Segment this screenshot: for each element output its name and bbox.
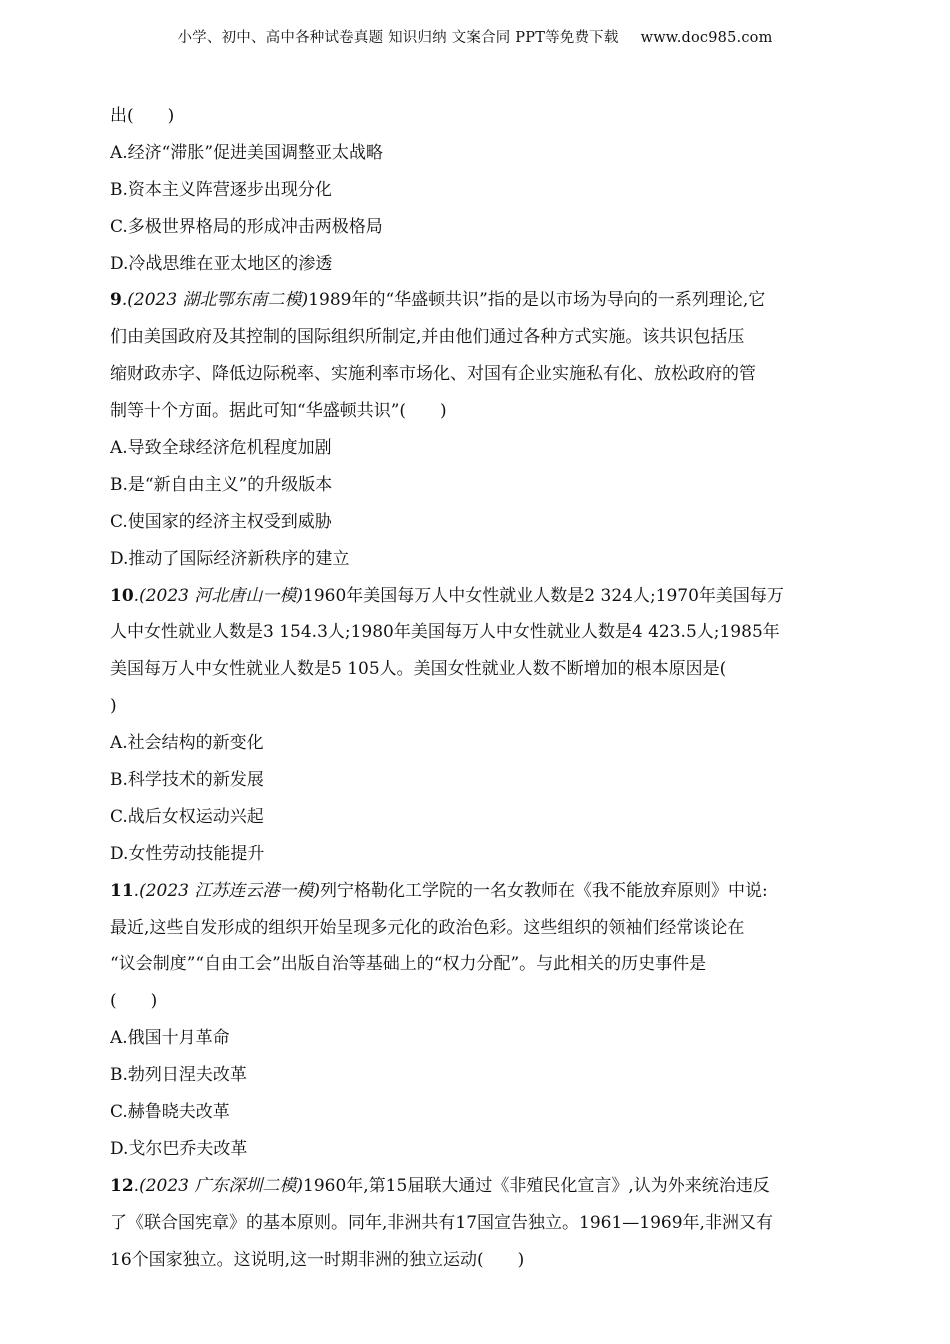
option-d: D.推动了国际经济新秩序的建立 [110, 548, 350, 569]
option-c: C.赫鲁晓夫改革 [110, 1102, 230, 1123]
question-source: .(2023 江苏连云港一模) [133, 880, 321, 901]
question-number: 9 [110, 290, 122, 311]
option-d: D.冷战思维在亚太地区的渗透 [110, 253, 333, 274]
question-12 [110, 1168, 842, 1279]
option-d: D.戈尔巴乔夫改革 [110, 1138, 248, 1159]
question-stem-tail: 出( ) [110, 106, 175, 126]
header-text: 小学、初中、高中各种试卷真题 知识归纳 文案合同 PPT等免费下载 [177, 30, 619, 46]
question-source: .(2023 河北唐山一模) [133, 585, 304, 606]
header-site: www.doc985.com [640, 30, 773, 46]
question-stem-line: 缩财政赤字、降低边际税率、实施利率市场化、对国有企业实施私有化、放松政府的管 [110, 364, 756, 385]
question-stem-line: 最近,这些自发形成的组织开始呈现多元化的政治色彩。这些组织的领袖们经常谈论在 [110, 917, 745, 938]
question-stem-line [110, 873, 842, 910]
option-a: A.导致全球经济危机程度加剧 [110, 438, 332, 459]
question-stem-text: 1989年的“华盛顿共识”指的是以市场为导向的一系列理论,它 [308, 290, 766, 311]
question-source: .(2023 广东深圳二模) [133, 1175, 304, 1196]
question-stem-line: 美国每万人中女性就业人数是5 105人。美国女性就业人数不断增加的根本原因是( [110, 659, 727, 680]
option-b: B.资本主义阵营逐步出现分化 [110, 179, 332, 200]
question-stem-line [110, 282, 842, 319]
option-b: B.勃列日涅夫改革 [110, 1065, 247, 1086]
question-source: .(2023 湖北鄂东南二模) [121, 290, 309, 311]
question-10 [110, 578, 842, 873]
question-number: 10 [110, 585, 134, 606]
option-b: B.科学技术的新发展 [110, 770, 264, 791]
option-b: B.是“新自由主义”的升级版本 [110, 474, 333, 495]
question-number: 12 [110, 1175, 134, 1196]
option-a: A.经济“滞胀”促进美国调整亚太战略 [110, 142, 384, 163]
option-c: C.使国家的经济主权受到威胁 [110, 511, 332, 532]
question-9 [110, 282, 842, 577]
option-c: C.战后女权运动兴起 [110, 806, 264, 827]
page-content [110, 98, 842, 1279]
question-stem-line: 制等十个方面。据此可知“华盛顿共识”( ) [110, 401, 447, 422]
page-header [0, 26, 950, 47]
option-a: A.俄国十月革命 [110, 1028, 230, 1049]
question-stem-line [110, 578, 842, 615]
question-stem-line: 人中女性就业人数是3 154.3人;1980年美国每万人中女性就业人数是4 423.5人;1985年 [110, 622, 780, 643]
option-d: D.女性劳动技能提升 [110, 843, 265, 864]
question-number: 11 [110, 880, 134, 901]
question-stem-text: 列宁格勒化工学院的一名女教师在《我不能放弃原则》中说: [320, 880, 768, 901]
question-11 [110, 873, 842, 1168]
question-stem-line: ( ) [110, 991, 158, 1012]
question-stem-text: 1960年美国每万人中女性就业人数是2 324人;1970年美国每万 [303, 585, 784, 606]
question-stem-line: 了《联合国宪章》的基本原则。同年,非洲共有17国宣告独立。1961—1969年,非洲又有 [110, 1212, 773, 1233]
question-8 [110, 98, 842, 282]
question-stem-line: 们由美国政府及其控制的国际组织所制定,并由他们通过各种方式实施。该共识包括压 [110, 327, 745, 348]
question-stem-line [110, 1168, 842, 1205]
question-stem-line: “议会制度”“自由工会”出版自治等基础上的“权力分配”。与此相关的历史事件是 [110, 954, 707, 975]
question-stem-text: 1960年,第15届联大通过《非殖民化宣言》,认为外来统治违反 [303, 1175, 770, 1196]
option-a: A.社会结构的新变化 [110, 733, 264, 754]
question-stem-line: ) [110, 696, 117, 717]
question-stem-line: 16个国家独立。这说明,这一时期非洲的独立运动( ) [110, 1249, 525, 1270]
option-c: C.多极世界格局的形成冲击两极格局 [110, 216, 383, 237]
